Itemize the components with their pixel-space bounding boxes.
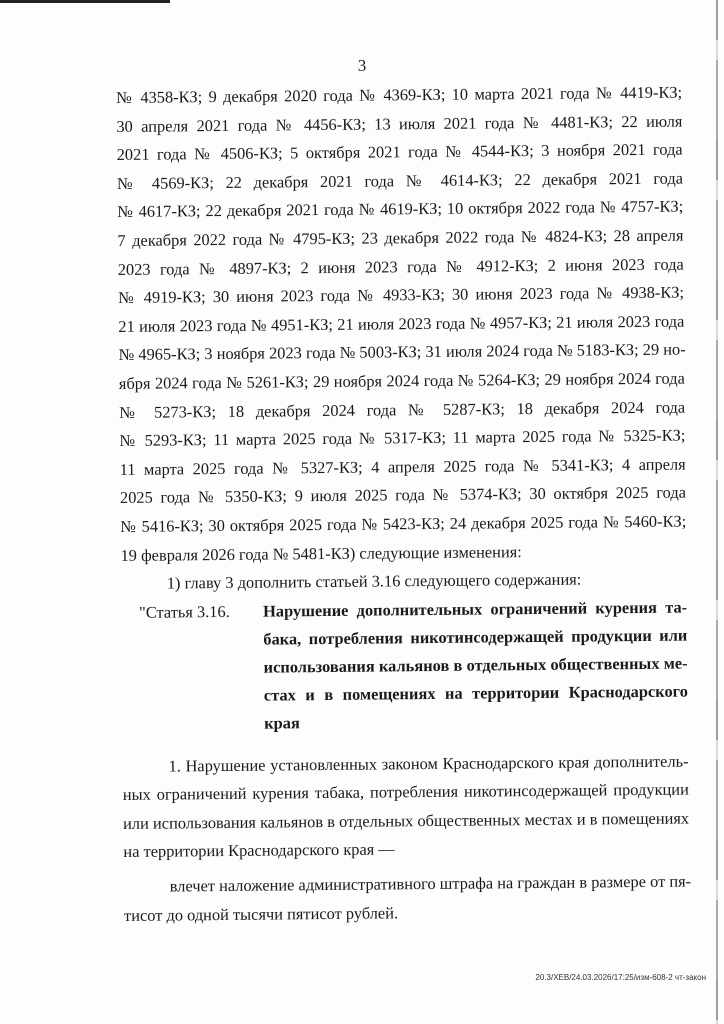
article-label: "Статья 3.16. bbox=[138, 601, 230, 622]
text-line: № 4617-КЗ; 22 декабря 2021 года № 4619-КЗ; 10 октября 2022 года № 4757-КЗ; bbox=[117, 196, 684, 222]
text-line: № 4965-КЗ; 3 ноября 2023 года № 5003-КЗ; 31 июля 2024 года № 5183-КЗ; 29 но- bbox=[118, 339, 686, 365]
document-body bbox=[116, 79, 690, 931]
text-line: № 4358-КЗ; 9 декабря 2020 года № 4369-КЗ; 10 марта 2021 года № 4419-КЗ; bbox=[116, 82, 683, 107]
item-1: 1) главу 3 дополнить статьей 3.16 следующего содержания: bbox=[166, 569, 582, 593]
article-3-16 bbox=[121, 593, 688, 738]
article-title bbox=[263, 593, 688, 737]
text-line: № 5293-КЗ; 11 марта 2025 года № 5317-КЗ; 11 марта 2025 года № 5325-КЗ; bbox=[119, 425, 686, 451]
text-line: 30 апреля 2021 года № 4456-КЗ; 13 июля 2021 года № 4481-КЗ; 22 июля bbox=[116, 111, 683, 136]
text-line: 2025 года № 5350-КЗ; 9 июля 2025 года № 5374-КЗ; 30 октября 2025 года bbox=[119, 482, 687, 508]
text-line: на территории Краснодарского края — bbox=[123, 839, 395, 862]
paragraph-amendment-list bbox=[116, 79, 687, 571]
text-line: № 5273-КЗ; 18 декабря 2024 года № 5287-КЗ; 18 декабря 2024 года bbox=[119, 397, 686, 422]
text-line: или использования кальянов в отдельных общественных местах и в помещениях bbox=[123, 808, 690, 833]
article-title-line: Нарушение дополнительных ограничений курения та- bbox=[262, 597, 688, 621]
text-line: ных ограничений курения табака, потребления никотинсодержащей продукции bbox=[122, 779, 689, 805]
text-line: влечет наложение административного штрафа на граждан в размере от пя- bbox=[169, 871, 692, 896]
text-line: 11 марта 2025 года № 5327-КЗ; 4 апреля 2025 года № 5341-КЗ; 4 апреля bbox=[119, 454, 686, 479]
article-title-line: края bbox=[264, 712, 300, 733]
article-sanction bbox=[124, 868, 691, 931]
text-line: 2021 года № 4506-КЗ; 5 октября 2021 года № 4544-КЗ; 3 ноября 2021 года bbox=[116, 139, 683, 165]
text-line: № 5416-КЗ; 30 октября 2025 года № 5423-КЗ; 24 декабря 2025 года № 5460-КЗ; bbox=[120, 511, 687, 536]
scan-edge-right bbox=[716, 0, 718, 1024]
text-line: № 4569-КЗ; 22 декабря 2021 года № 4614-КЗ; 22 декабря 2021 года bbox=[116, 168, 684, 193]
document-footer-code: 20.3/ХЕВ/24.03.2026/17:25/изм-608-2 чт-закон bbox=[535, 973, 706, 982]
text-line: 21 июля 2023 года № 4951-КЗ; 21 июля 2023 года № 4957-КЗ; 21 июля 2023 года bbox=[118, 311, 685, 336]
article-part-1 bbox=[122, 747, 689, 867]
text-line: 7 декабря 2022 года № 4795-КЗ; 23 декабря 2022 года № 4824-КЗ; 28 апреля bbox=[117, 225, 684, 250]
text-line: ября 2024 года № 5261-КЗ; 29 ноября 2024 года № 5264-КЗ; 29 ноября 2024 года bbox=[118, 368, 685, 393]
text-line: № 4919-КЗ; 30 июня 2023 года № 4933-КЗ; 30 июня 2023 года № 4938-КЗ; bbox=[117, 282, 685, 308]
article-title-line: бака, потребления никотинсодержащей продукции или bbox=[263, 625, 688, 649]
text-line: 2023 года № 4897-КЗ; 2 июня 2023 года № 4912-КЗ; 2 июня 2023 года bbox=[117, 254, 684, 279]
article-title-line: использования кальянов в отдельных общественных ме- bbox=[263, 653, 688, 677]
text-line: 19 февраля 2026 года № 5481-КЗ) следующие изменения: bbox=[120, 541, 522, 565]
page-number: 3 bbox=[357, 56, 367, 75]
text-line: тисот до одной тысячи пятисот рублей. bbox=[123, 902, 399, 925]
text-line: 1. Нарушение установленных законом Краснодарского края дополнитель- bbox=[168, 751, 689, 776]
article-title-line: стах и в помещениях на территории Краснодарского bbox=[263, 681, 688, 705]
scan-edge-top bbox=[0, 0, 170, 3]
